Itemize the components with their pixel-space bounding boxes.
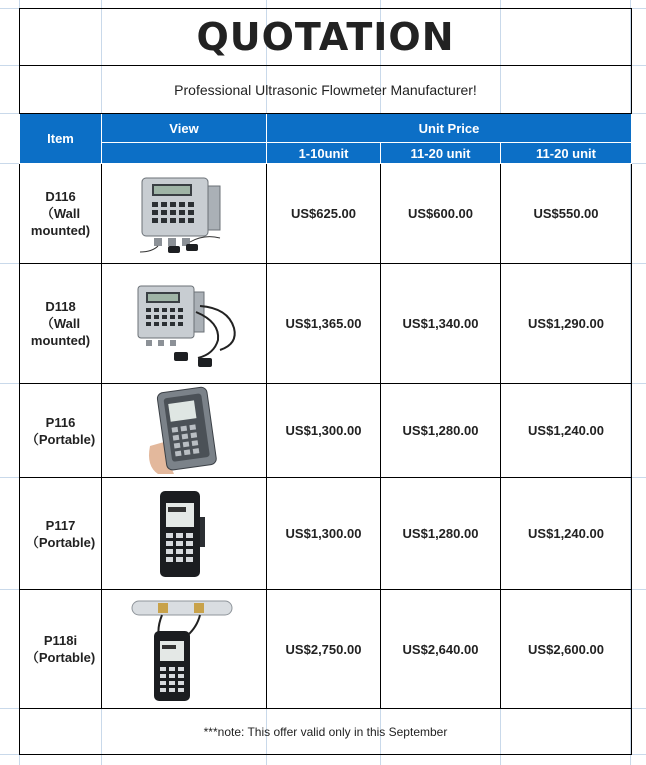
wall-mounted-flowmeter-image	[124, 172, 244, 256]
wall-mounted-flowmeter-with-transducers-image	[124, 278, 244, 370]
tier-header-3: 11-20 unit	[501, 143, 632, 164]
handheld-flowmeter-image	[154, 487, 214, 581]
table-row	[20, 164, 632, 264]
item-header: Item	[20, 114, 102, 164]
product-image	[102, 164, 267, 264]
model-name: P117	[45, 517, 76, 533]
model-name: D118	[45, 299, 76, 314]
subtitle: Professional Ultrasonic Flowmeter Manufacturer!	[20, 66, 632, 114]
product-image	[102, 384, 267, 478]
product-image	[102, 478, 267, 590]
view-header: View	[102, 114, 267, 143]
quotation-table	[19, 8, 632, 755]
model-name: D116	[45, 189, 76, 204]
price-tier-3: US$1,240.00	[501, 478, 632, 590]
model-type: （Portable)	[25, 431, 96, 447]
product-image	[102, 590, 267, 709]
price-tier-2: US$1,280.00	[381, 478, 501, 590]
model-name: P118i	[43, 633, 78, 648]
price-tier-1: US$1,300.00	[267, 478, 381, 590]
item-cell	[20, 264, 102, 384]
item-cell	[20, 384, 102, 478]
price-tier-3: US$550.00	[501, 164, 632, 264]
model-type: （Wall mounted)	[30, 316, 91, 348]
table-row	[20, 384, 632, 478]
table-row	[20, 264, 632, 384]
price-tier-1: US$1,300.00	[267, 384, 381, 478]
unit-price-header: Unit Price	[267, 114, 632, 143]
item-cell	[20, 590, 102, 709]
price-tier-3: US$1,240.00	[501, 384, 632, 478]
model-name: P116	[45, 414, 76, 430]
product-image	[102, 264, 267, 384]
tier-header-2: 11-20 unit	[381, 143, 501, 164]
price-tier-2: US$1,340.00	[381, 264, 501, 384]
offer-note: ***note: This offer valid only in this September	[20, 709, 632, 755]
model-type: （Portable)	[25, 534, 96, 550]
price-tier-2: US$1,280.00	[381, 384, 501, 478]
quotation-title: QUOTATION	[20, 9, 632, 66]
view-header-blank	[102, 143, 267, 164]
table-row	[20, 478, 632, 590]
tier-header-1: 1-10unit	[267, 143, 381, 164]
price-tier-3: US$2,600.00	[501, 590, 632, 709]
price-tier-3: US$1,290.00	[501, 264, 632, 384]
model-type: （Wall mounted)	[30, 206, 91, 238]
price-tier-1: US$625.00	[267, 164, 381, 264]
portable-flowmeter-in-hand-image	[144, 386, 224, 476]
item-cell	[20, 164, 102, 264]
table-row	[20, 590, 632, 709]
price-tier-2: US$600.00	[381, 164, 501, 264]
price-tier-1: US$1,365.00	[267, 264, 381, 384]
item-cell	[20, 478, 102, 590]
handheld-flowmeter-on-pipe-image	[124, 595, 244, 703]
price-tier-2: US$2,640.00	[381, 590, 501, 709]
price-tier-1: US$2,750.00	[267, 590, 381, 709]
model-type: （Portable)	[25, 650, 96, 665]
